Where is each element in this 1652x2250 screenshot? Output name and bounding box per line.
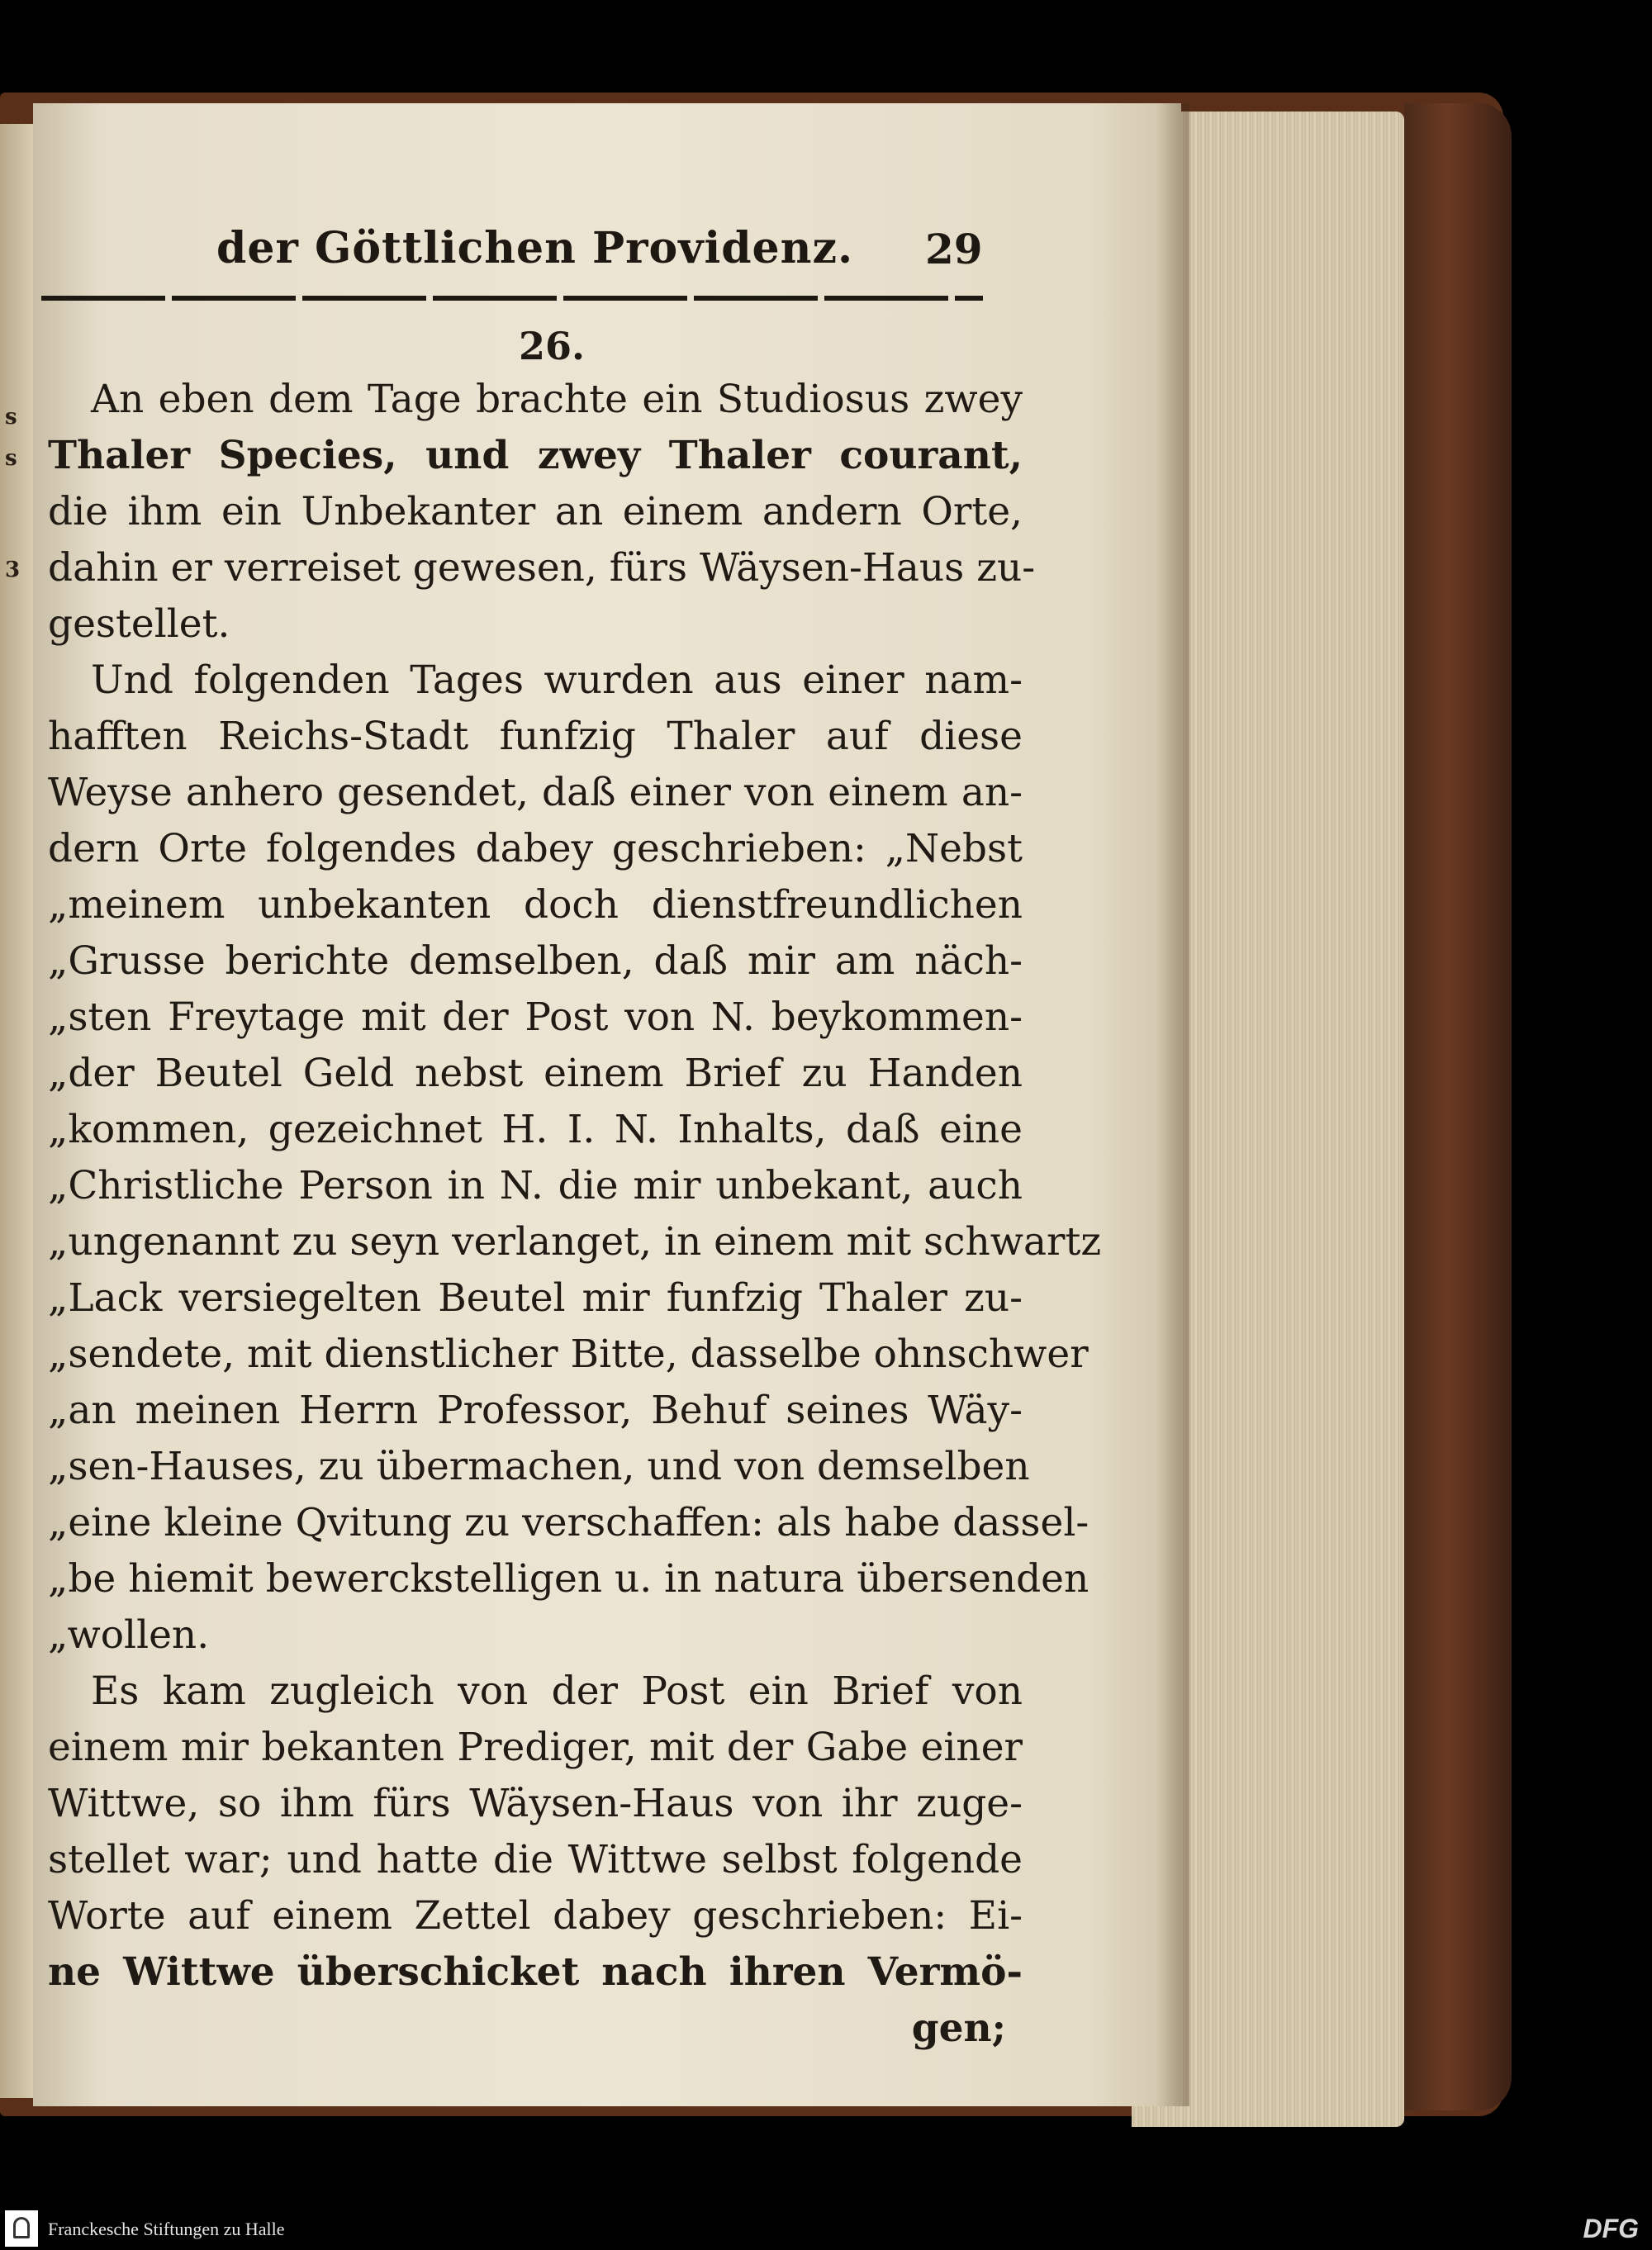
text-line: „ungenannt zu seyn verlanget, in einem mit schwartz bbox=[48, 1219, 1102, 1265]
text-line: „Grusse berichte demselben, daß mir am näch- bbox=[48, 938, 1023, 984]
text-line: „be hiemit bewerckstelligen u. in natura übersenden bbox=[48, 1556, 1089, 1602]
body-text bbox=[48, 320, 1102, 2057]
text-line: „der Beutel Geld nebst einem Brief zu Handen bbox=[48, 1051, 1023, 1096]
text-line: „Lack versiegelten Beutel mir funfzig Thaler zu- bbox=[48, 1275, 1023, 1321]
text-line: „kommen, gezeichnet H. I. N. Inhalts, daß eine bbox=[48, 1107, 1023, 1152]
catchword: gen; bbox=[911, 2006, 1006, 2051]
text-line: die ihm ein Unbekanter an einem andern Orte, bbox=[48, 489, 1023, 534]
text-line: ne Wittwe überschicket nach ihren Vermö- bbox=[48, 1949, 1023, 1995]
page-curl-shadow bbox=[1156, 103, 1189, 2106]
text-line: „wollen. bbox=[48, 1612, 210, 1658]
text-line: Weyse anhero gesendet, daß einer von einem an- bbox=[48, 770, 1023, 815]
text-line: hafften Reichs-Stadt funfzig Thaler auf diese bbox=[48, 714, 1023, 759]
text-line: dahin er verreiset gewesen, fürs Wäysen-Haus zu- bbox=[48, 545, 1036, 591]
text-line: „sendete, mit dienstlicher Bitte, dasselbe ohnschwer bbox=[48, 1331, 1089, 1377]
text-line: An eben dem Tage brachte ein Studiosus zwey bbox=[91, 377, 1023, 422]
left-margin-fragment: 3 bbox=[5, 558, 21, 582]
text-line: „meinem unbekanten doch dienstfreundlichen bbox=[48, 882, 1023, 928]
footer-institution: Franckesche Stiftungen zu Halle bbox=[48, 2219, 285, 2239]
text-line: einem mir bekanten Prediger, mit der Gabe einer bbox=[48, 1725, 1023, 1770]
text-line: „sten Freytage mit der Post von N. beykommen- bbox=[48, 994, 1023, 1040]
left-margin-fragment: s bbox=[5, 446, 17, 471]
text-line: Und folgenden Tages wurden aus einer nam- bbox=[91, 657, 1023, 703]
dfg-badge: DFG bbox=[1583, 2214, 1639, 2243]
text-line: „an meinen Herrn Professor, Behuf seines Wäy- bbox=[48, 1388, 1023, 1433]
text-line: „eine kleine Qvitung zu verschaffen: als habe dassel- bbox=[48, 1500, 1089, 1545]
text-line: Es kam zugleich von der Post ein Brief von bbox=[91, 1669, 1023, 1714]
text-line: „sen-Hauses, zu übermachen, und von demselben bbox=[48, 1444, 1030, 1489]
section-number: 26. bbox=[518, 324, 586, 368]
text-line: Worte auf einem Zettel dabey geschrieben: Ei- bbox=[48, 1893, 1023, 1939]
running-title: der Göttlichen Providenz. bbox=[216, 223, 854, 273]
institution-logo-icon bbox=[5, 2210, 38, 2247]
cover-edge bbox=[1404, 103, 1512, 2110]
text-line: gestellet. bbox=[48, 601, 230, 647]
text-line: dern Orte folgendes dabey geschrieben: „Nebst bbox=[48, 826, 1023, 871]
text-line: Thaler Species, und zwey Thaler courant, bbox=[48, 433, 1023, 478]
text-line: Wittwe, so ihm fürs Wäysen-Haus von ihr zuge- bbox=[48, 1781, 1023, 1826]
left-margin-fragment: s bbox=[5, 405, 17, 430]
header-rule bbox=[41, 296, 983, 301]
text-line: „Christliche Person in N. die mir unbekant, auch bbox=[48, 1163, 1023, 1208]
text-line: stellet war; und hatte die Wittwe selbst folgende bbox=[48, 1837, 1023, 1882]
page-number: 29 bbox=[925, 225, 983, 273]
